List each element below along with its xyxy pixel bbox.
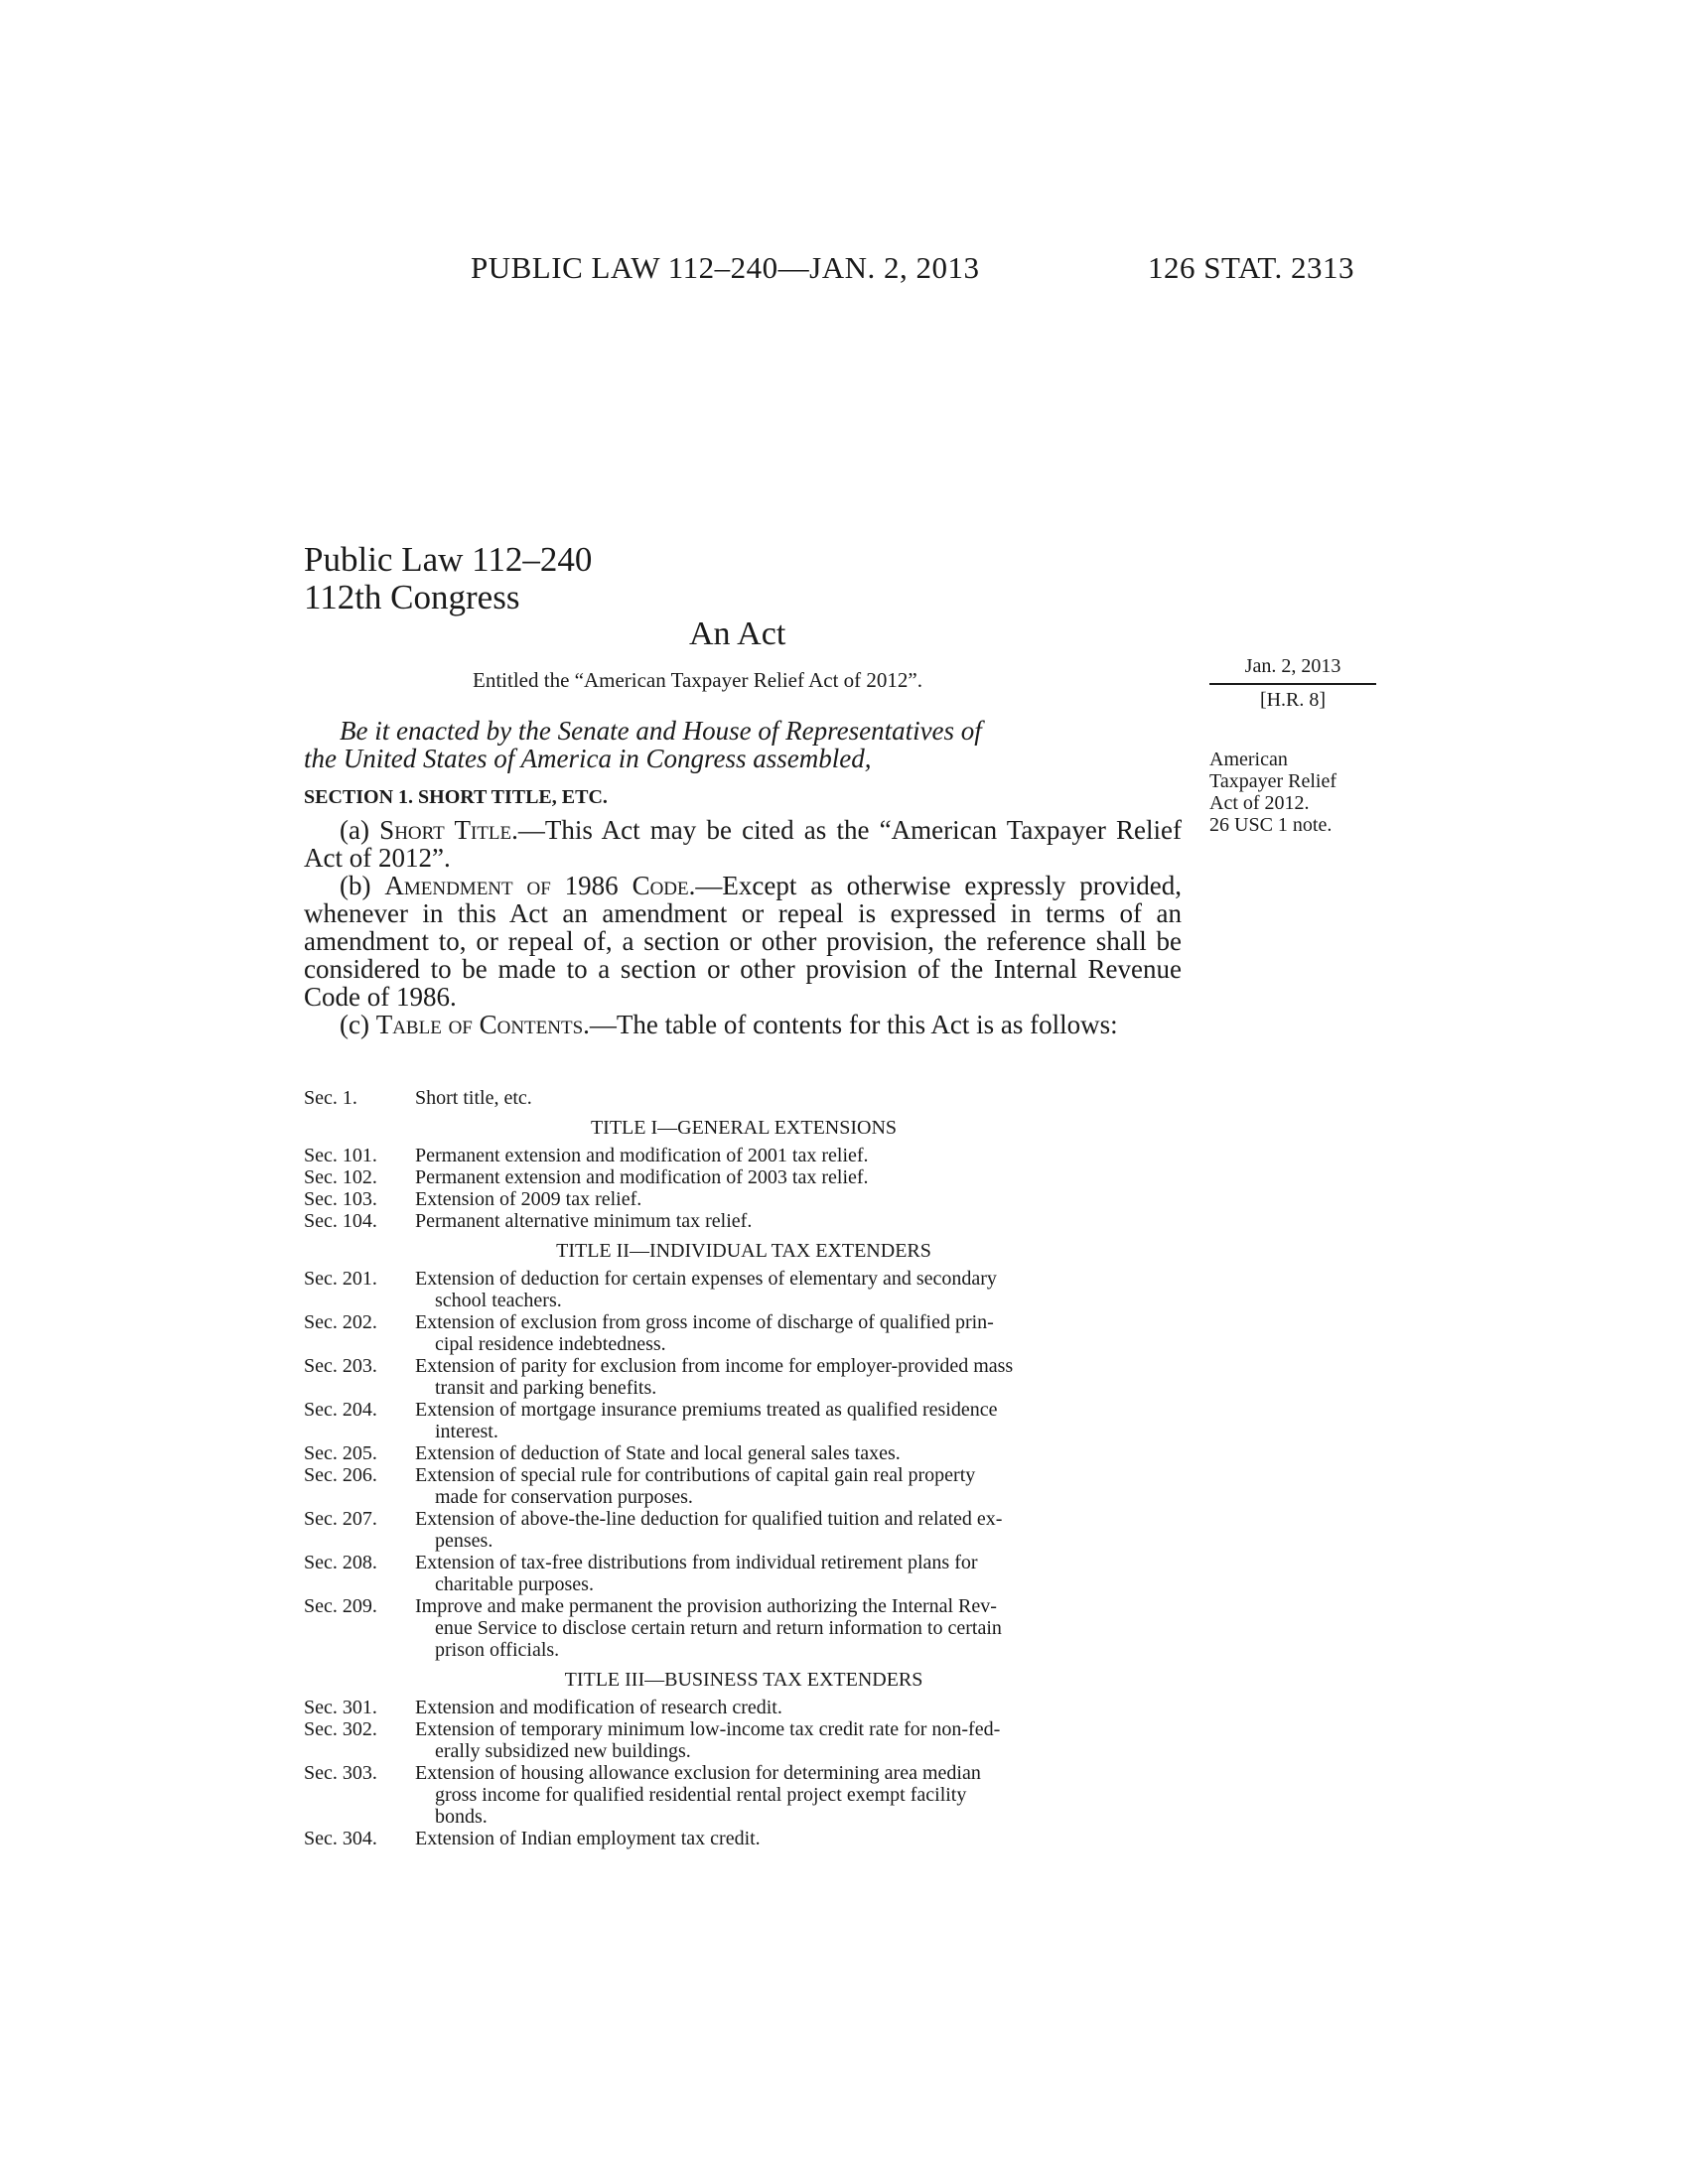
toc-section-text: Improve and make permanent the provision authorizing the Internal Rev- enue Service to disclose certain return and return information to certain prison officials.: [415, 1595, 1002, 1661]
toc-section-text: Short title, etc.: [415, 1087, 532, 1109]
section-1-body: [304, 816, 1182, 1038]
congress-number: 112th Congress: [304, 578, 520, 616]
subsection-caption: Code: [632, 871, 689, 900]
toc-section-label: Sec. 102.: [304, 1166, 377, 1188]
subsection-caption: Table of Contents: [375, 1010, 584, 1039]
toc-section-label: Sec. 204.: [304, 1399, 377, 1421]
toc-title-heading: TITLE III—BUSINESS TAX EXTENDERS: [564, 1669, 923, 1691]
margin-note-line: Act of 2012.: [1209, 792, 1310, 814]
toc-section-text: Extension of above-the-line deduction for qualified tuition and related ex- penses.: [415, 1508, 1003, 1552]
toc-section-label: Sec. 101.: [304, 1145, 377, 1166]
toc-section-text: Permanent extension and modification of 2001 tax relief.: [415, 1145, 869, 1166]
toc-entry: [304, 1166, 1184, 1188]
margin-note-line: American: [1209, 749, 1288, 770]
subsection-caption: Short Title: [379, 815, 512, 845]
toc-section-text: Extension of temporary minimum low-income tax credit rate for non-fed- erally subsidized new buildings.: [415, 1718, 1001, 1762]
toc-section-text: Extension of Indian employment tax credit.: [415, 1828, 761, 1849]
toc-entry: [304, 1311, 1184, 1355]
toc-section-label: Sec. 301.: [304, 1697, 377, 1718]
toc-section-text: Extension of 2009 tax relief.: [415, 1188, 642, 1210]
toc-entry: [304, 1442, 1184, 1464]
toc-section-label: Sec. 207.: [304, 1508, 377, 1530]
enacting-clause-line: the United States of America in Congress assembled,: [304, 744, 872, 773]
subsection-label: (a): [340, 815, 380, 845]
table-of-contents: [304, 1087, 1184, 1849]
toc-entry: [304, 1087, 1184, 1109]
toc-section-label: Sec. 209.: [304, 1595, 377, 1617]
toc-entry: [304, 1210, 1184, 1232]
margin-rule: [1209, 683, 1376, 685]
toc-section-label: Sec. 203.: [304, 1355, 377, 1377]
subsection-caption-number: 1986: [550, 871, 633, 900]
toc-title-heading: TITLE II—INDIVIDUAL TAX EXTENDERS: [556, 1240, 931, 1262]
toc-section-label: Sec. 304.: [304, 1828, 377, 1849]
section-heading: SECTION 1. SHORT TITLE, ETC.: [304, 786, 608, 808]
toc-section-text: Extension of deduction for certain expenses of elementary and secondary school teachers.: [415, 1268, 997, 1311]
act-entitled-line: Entitled the “American Taxpayer Relief Act of 2012”.: [473, 668, 922, 692]
toc-section-label: Sec. 302.: [304, 1718, 377, 1740]
subsection-label: (b): [340, 871, 385, 900]
toc-section-label: Sec. 201.: [304, 1268, 377, 1290]
toc-entry: [304, 1188, 1184, 1210]
running-header-title: PUBLIC LAW 112–240—JAN. 2, 2013: [471, 250, 980, 285]
subsection-label: (c): [340, 1010, 376, 1039]
toc-section-text: Extension of exclusion from gross income of discharge of qualified prin- cipal residence indebtedness.: [415, 1311, 994, 1355]
toc-section-label: Sec. 208.: [304, 1552, 377, 1573]
margin-note-line: Taxpayer Relief: [1209, 770, 1336, 792]
toc-section-text: Extension of special rule for contributions of capital gain real property made for conservation purposes.: [415, 1464, 976, 1508]
toc-section-label: Sec. 1.: [304, 1087, 357, 1109]
toc-section-text: Permanent alternative minimum tax relief.: [415, 1210, 753, 1232]
toc-section-label: Sec. 206.: [304, 1464, 377, 1486]
margin-note-line: 26 USC 1 note.: [1209, 814, 1333, 836]
subsection-b: [304, 872, 1182, 1011]
toc-section-text: Extension of tax-free distributions from individual retirement plans for charitable purposes.: [415, 1552, 978, 1595]
toc-title-heading: TITLE I—GENERAL EXTENSIONS: [590, 1117, 898, 1139]
toc-entry: [304, 1145, 1184, 1166]
toc-entry: [304, 1718, 1184, 1762]
margin-note: [1209, 749, 1388, 836]
subsection-c: [304, 1011, 1182, 1038]
act-heading: An Act: [689, 615, 786, 652]
subsection-text: .—Except as otherwise expressly provided, whenever in this Act an amendment or repeal is expressed in terms of an amendment to, or repeal of, a section or other provision, the reference shall be considered to be made to a section or other provision of the Internal Revenue Code of 1986.: [304, 871, 1183, 1012]
toc-entry: [304, 1697, 1184, 1718]
margin-bill-number: [H.R. 8]: [1259, 689, 1327, 711]
subsection-caption: Amendment of: [384, 871, 551, 900]
toc-section-text: Permanent extension and modification of 2003 tax relief.: [415, 1166, 869, 1188]
toc-entry: [304, 1399, 1184, 1442]
toc-section-text: Extension of housing allowance exclusion for determining area median gross income for qualified residential rental project exempt facility bonds.: [415, 1762, 981, 1828]
enacting-clause: [304, 717, 1182, 772]
enacting-clause-line: Be it enacted by the Senate and House of Representatives of: [340, 716, 982, 746]
toc-section-text: Extension of parity for exclusion from income for employer-provided mass transit and parking benefits.: [415, 1355, 1014, 1399]
toc-entry: [304, 1464, 1184, 1508]
margin-enactment-date: Jan. 2, 2013: [1244, 655, 1341, 677]
subsection-text: .—This Act may be cited as the “American Taxpayer Relief Act of 2012”.: [304, 815, 1183, 873]
toc-section-label: Sec. 104.: [304, 1210, 377, 1232]
toc-entry: [304, 1595, 1184, 1661]
toc-entry: [304, 1508, 1184, 1552]
toc-section-label: Sec. 103.: [304, 1188, 377, 1210]
toc-section-text: Extension of deduction of State and local general sales taxes.: [415, 1442, 901, 1464]
toc-section-text: Extension of mortgage insurance premiums treated as qualified residence interest.: [415, 1399, 998, 1442]
toc-section-label: Sec. 202.: [304, 1311, 377, 1333]
toc-entry: [304, 1355, 1184, 1399]
toc-entry: [304, 1268, 1184, 1311]
toc-entry: [304, 1762, 1184, 1828]
public-law-number: Public Law 112–240: [304, 540, 593, 579]
toc-section-text: Extension and modification of research credit.: [415, 1697, 782, 1718]
subsection-text: .—The table of contents for this Act is as follows:: [583, 1010, 1118, 1039]
statute-page-number: 126 STAT. 2313: [1148, 250, 1355, 285]
toc-entry: [304, 1552, 1184, 1595]
subsection-a: [304, 816, 1182, 872]
toc-section-label: Sec. 205.: [304, 1442, 377, 1464]
toc-entry: [304, 1828, 1184, 1849]
toc-section-label: Sec. 303.: [304, 1762, 377, 1784]
